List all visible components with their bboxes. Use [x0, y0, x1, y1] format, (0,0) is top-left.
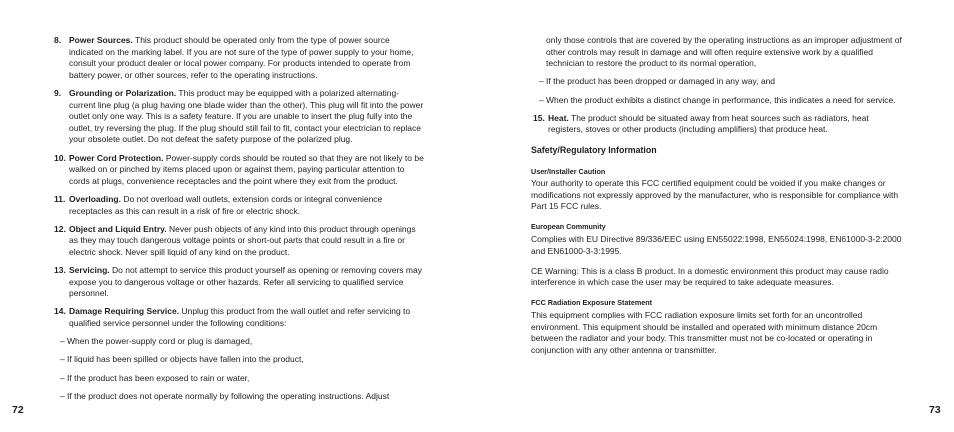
safety-item-9 — [52, 88, 424, 146]
item-number: 12. — [54, 223, 66, 234]
condition-bullet: – When the product exhibits a distinct change in performance, this indicates a need for service. — [531, 95, 903, 107]
item-title: Overloading. — [69, 193, 121, 204]
item-number: 15. — [533, 112, 545, 123]
condition-bullet: – When the power-supply cord or plug is damaged, — [52, 336, 424, 348]
item-title: Servicing. — [69, 265, 110, 276]
item-title: Grounding or Polarization. — [69, 87, 177, 98]
item-text: The product should be situated away from heat sources such as radiators, heat registers, stoves or other products (including amplifiers) that produce heat. — [548, 112, 869, 135]
item-number: 13. — [54, 265, 66, 276]
item-title: Power Sources. — [69, 35, 133, 45]
item-text: Power-supply cords should be routed so that they are not likely to be walked on or pinched by items placed upon or against them, paying particular attention to cords at plugs, convenience receptacles and the point where they exit from the product. — [69, 152, 424, 186]
safety-item-13 — [52, 265, 424, 300]
right-column — [531, 35, 903, 365]
safety-item-8 — [52, 35, 424, 81]
right-page — [477, 0, 954, 432]
safety-item-11 — [52, 194, 424, 217]
safety-item-15 — [531, 113, 903, 136]
condition-bullet: – If the product has been exposed to rain or water, — [52, 373, 424, 385]
item-number: 11. — [54, 193, 66, 204]
page-number: 73 — [929, 404, 941, 416]
condition-bullet: – If the product has been dropped or damaged in any way, and — [531, 76, 903, 88]
item-text: This product should be operated only from the type of power source indicated on the marking label. If you are not sure of the type of power supply to your home, consult your product dealer or local power company. For products intended to operate from battery power, or other sources, refer to the operating instructions. — [69, 35, 414, 80]
section-title: Safety/Regulatory Information — [531, 144, 657, 155]
item-number: 9. — [54, 87, 62, 98]
item-number: 8. — [54, 35, 62, 45]
user-caution-text: Your authority to operate this FCC certified equipment could be voided if you make changes or modifications not expressly approved by the manufacturer, who is responsible for compliance with Part 15 FCC rules. — [531, 178, 899, 212]
item-number: 10. — [54, 152, 66, 163]
item-title: Heat. — [548, 112, 569, 123]
safety-item-14 — [52, 306, 424, 329]
left-column — [52, 35, 424, 409]
condition-bullet: – If liquid has been spilled or objects have fallen into the product, — [52, 354, 424, 366]
safety-item-10 — [52, 153, 424, 188]
page-number: 72 — [12, 404, 24, 416]
item-title: Power Cord Protection. — [69, 152, 164, 163]
ce-warning-text: CE Warning: This is a class B product. In a domestic environment this product may cause radio interference in which case the user may be required to take adequate measures. — [531, 265, 889, 288]
european-community-text: Complies with EU Directive 89/336/EEC using EN55022:1998, EN55024:1998, EN61000-3-2:2000 and EN61000-3-3:1995. — [531, 234, 902, 256]
item-text: Unplug this product from the wall outlet and refer servicing to qualified service personnel under the following conditions: — [69, 306, 411, 329]
item-text: Never push objects of any kind into this product through openings as they may touch dangerous voltage points or short-out parts that could result in a fire or electric shock. Never spill liquid of any kind on the product. — [69, 223, 416, 257]
item-title: Object and Liquid Entry. — [69, 223, 167, 234]
item-text: This product may be equipped with a polarized alternating-current line plug (a plug having one blade wider than the other). This plug will fit into the power outlet only one way. This is a safety feature. If you are unable to insert the plug fully into the outlet, try reversing the plug. If the plug should still fail to fit, contact your electrician to replace your obsolete outlet. Do not defeat the safety purpose of the polarized plug. — [69, 87, 424, 145]
item-text: Do not overload wall outlets, extension cords or integral convenience receptacles as this can result in a risk of fire or electric shock. — [69, 193, 383, 216]
condition-bullet: – If the product does not operate normally by following the operating instructions. Adjust — [52, 391, 424, 403]
condition-continuation: only those controls that are covered by the operating instructions as an improper adjustment of other controls may result in damage and will often require extensive work by a qualified technician to restore the product to its normal operation, — [546, 35, 902, 69]
fcc-heading: FCC Radiation Exposure Statement — [531, 298, 653, 308]
user-caution-heading: User/Installer Caution — [531, 166, 606, 176]
item-number: 14. — [54, 306, 66, 317]
item-text: Do not attempt to service this product yourself as opening or removing covers may expose you to dangerous voltage or other hazards. Refer all servicing to qualified service personnel. — [69, 265, 422, 299]
safety-item-12 — [52, 224, 424, 259]
european-community-heading: European Community — [531, 222, 606, 232]
fcc-text: This equipment complies with FCC radiation exposure limits set forth for an uncontrolled environment. This equipment should be installed and operated with minimum distance 20cm between the radiator and your body. This transmitter must not be co-located or operating in conjunction with any other antenna or transmitter. — [531, 309, 878, 355]
item-title: Damage Requiring Service. — [69, 306, 180, 317]
